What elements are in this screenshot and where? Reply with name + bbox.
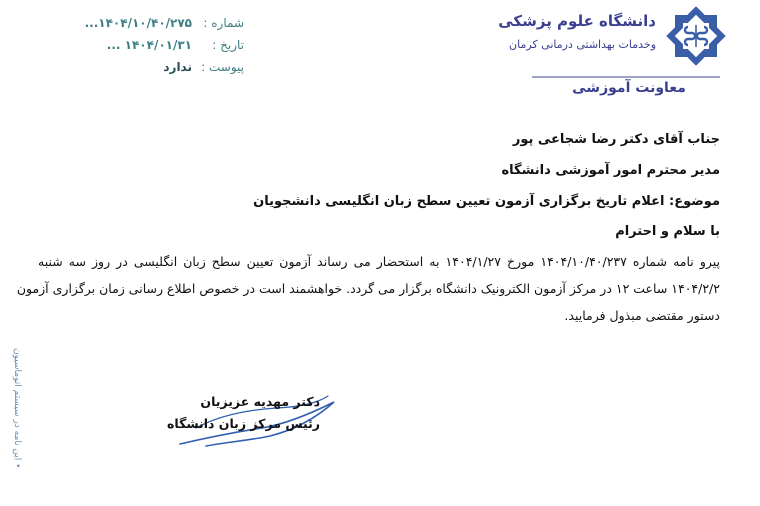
body-line: دستور مقتضی مبذول فرمایید. [564,308,720,323]
recipient-title: مدیر محترم امور آموزشی دانشگاه [501,163,720,178]
letter-subject: موضوع: اعلام تاریخ برگزاری آزمون تعیین سطح زبان انگلیسی دانشجویان [253,194,720,209]
letter-greeting: با سلام و احترام [615,224,720,239]
reference-block [64,16,244,82]
reference-attachment-row [64,60,244,82]
body-line: پیرو نامه شماره ۱۴۰۴/۱۰/۴۰/۲۳۷ مورخ ۱۴۰۴/۱/۲۷ به استحضار می رساند آزمون تعیین سطح زبان انگلیسی در روز سه شنبه [38,254,720,269]
header-divider [532,76,720,78]
recipient-name: جناب آقای دکتر رضا شجاعی پور [512,132,720,147]
university-logo-icon [666,6,726,66]
reference-attachment-value: ندارد [163,60,192,74]
letter-body [16,248,720,329]
reference-number-row [64,16,244,38]
reference-date-label: تاریخ : [212,38,244,52]
automation-side-note: • این نامه در سیستم اتوماسیون [12,347,22,468]
reference-number-value: ۱۴۰۴/۱۰/۴۰/۲۷۵... [84,16,192,30]
reference-date-value: ۱۴۰۴/۰۱/۳۱ ... [106,38,192,52]
department-name: معاونت آموزشی [572,80,686,96]
university-name: دانشگاه علوم پزشکی [498,12,656,30]
reference-date-row [64,38,244,60]
signature-block [166,388,366,454]
body-line: ۱۴۰۴/۲/۲ ساعت ۱۲ در مرکز آزمون الکترونیک دانشگاه برگزار می گردد. خواهشمند است در خصوص اطلاع رسانی زمان برگزاری آزمون [16,281,720,296]
reference-attachment-label: پیوست : [201,60,244,74]
signatory-name: دکتر مهدیه عزیزیان [200,394,320,409]
reference-number-label: شماره : [203,16,244,30]
university-subtitle: وخدمات بهداشتی درمانی کرمان [509,38,656,51]
signatory-title: رئیس مرکز زبان دانشگاه [167,416,320,431]
